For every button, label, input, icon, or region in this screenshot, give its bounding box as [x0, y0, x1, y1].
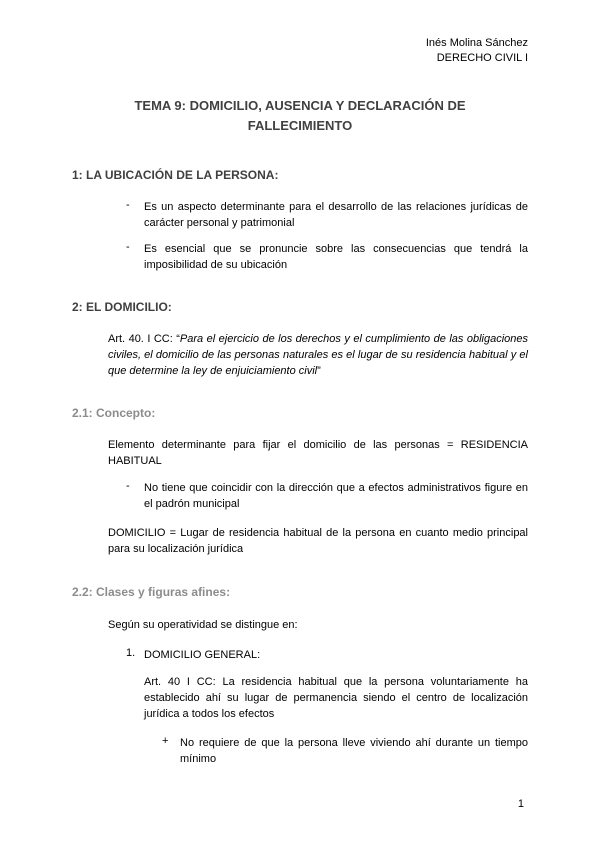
article-prefix: Art. 40. I CC: “ — [108, 333, 180, 345]
page-number: 1 — [517, 798, 524, 810]
section-2-1-para-1: Elemento determinante para fijar el domicilio de las personas = RESIDENCIA HABITUAL — [108, 439, 528, 467]
section-2-1-bullet: No tiene que coincidir con la dirección que a efectos administrativos figure en el padrón municipal — [144, 482, 528, 510]
section-2-heading: 2: EL DOMICILIO: — [72, 300, 172, 314]
title-line-2: FALLECIMIENTO — [247, 118, 353, 133]
section-2-2-heading: 2.2: Clases y figuras afines: — [72, 585, 231, 599]
article-suffix: ” — [317, 365, 321, 377]
section-1-bullet-2: Es esencial que se pronuncie sobre las consecuencias que tendrá la imposibilidad de su ubicación — [144, 243, 528, 271]
bullet-marker: - — [126, 241, 130, 253]
section-2-1-heading: 2.1: Concepto: — [72, 406, 156, 420]
document-title — [100, 96, 500, 136]
section-1-bullet-1: Es un aspecto determinante para el desarrollo de las relaciones jurídicas de carácter personal y patrimonial — [144, 201, 528, 229]
bullet-marker: - — [126, 480, 130, 492]
author-name: Inés Molina Sánchez — [425, 37, 528, 49]
domicilio-general-label: DOMICILIO GENERAL: — [144, 649, 261, 661]
article-40-quote — [108, 331, 528, 379]
section-1-heading: 1: LA UBICACIÓN DE LA PERSONA: — [72, 168, 279, 182]
domicilio-general-note: No requiere de que la persona lleve viviendo ahí durante un tiempo mínimo — [180, 737, 528, 765]
bullet-marker: - — [126, 199, 130, 211]
section-2-1-para-2: DOMICILIO = Lugar de residencia habitual de la persona en cuanto medio principal para su localización jurídica — [108, 527, 528, 555]
article-quote-text: Para el ejercicio de los derechos y el cumplimiento de las obligaciones civiles, el domicilio de las personas naturales es el lugar de su residencia habitual y el que determine la ley de enjuiciamiento civil — [108, 333, 528, 377]
list-number: 1. — [126, 647, 136, 659]
section-2-2-intro: Según su operatividad se distingue en: — [108, 619, 298, 631]
domicilio-general-text: Art. 40 I CC: La residencia habitual que la persona voluntariamente ha establecido ahí su lugar de permanencia siendo el centro de localización jurídica a todos los efectos — [144, 676, 528, 720]
document-header — [426, 36, 528, 66]
course-name: DERECHO CIVIL I — [436, 52, 528, 64]
title-line-1: TEMA 9: DOMICILIO, AUSENCIA Y DECLARACIÓN DE — [134, 98, 466, 113]
plus-marker: + — [162, 735, 169, 747]
